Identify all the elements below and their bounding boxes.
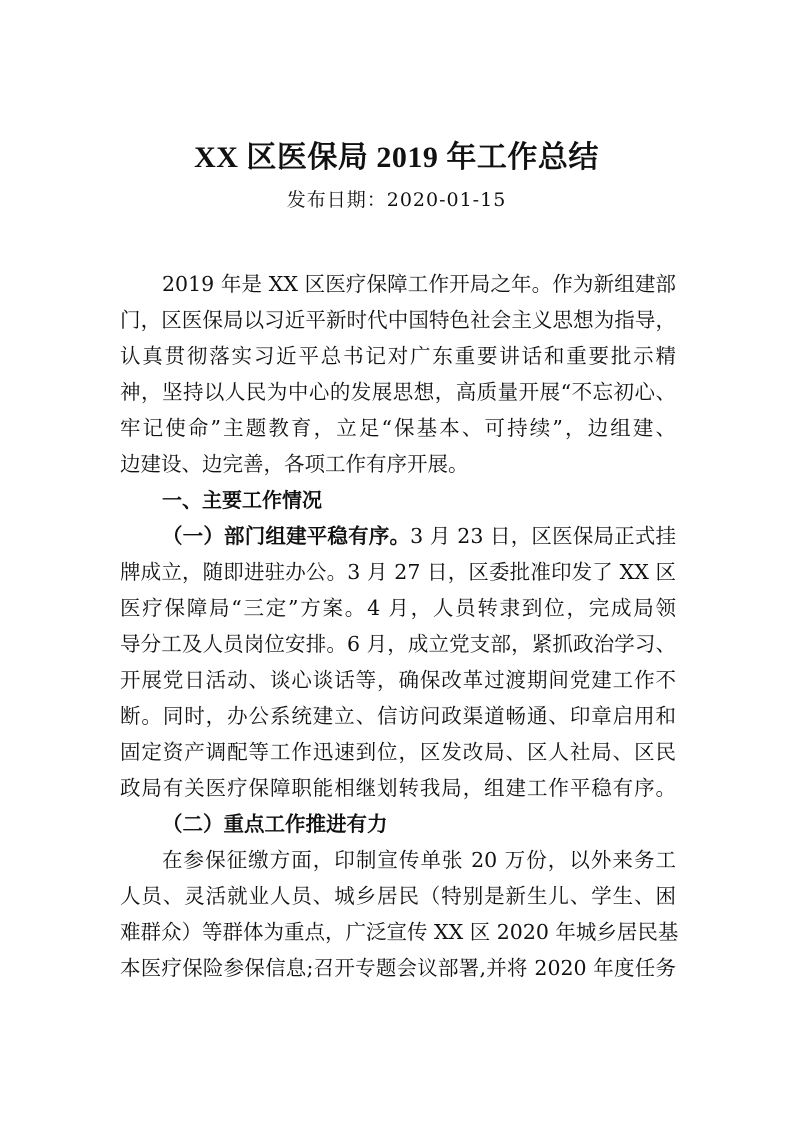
text-line: 难群众）等群体为重点，广泛宣传 XX 区 2020 年城乡居民基 bbox=[120, 920, 679, 944]
text-line: 断。同时，办公系统建立、信访问政渠道畅通、印章启用和 bbox=[120, 704, 676, 728]
text-line: 医疗保障局“三定”方案。4 月，人员转隶到位，完成局领 bbox=[120, 596, 676, 620]
text-line bbox=[120, 518, 676, 554]
subsection-1 bbox=[120, 518, 676, 806]
document-body bbox=[120, 266, 679, 986]
text-run: 3 月 23 日，区医保局正式挂 bbox=[410, 524, 676, 548]
text-line: 在参保征缴方面，印制宣传单张 20 万份，以外来务工 bbox=[162, 848, 676, 872]
publish-date-label: 发布日期： bbox=[286, 189, 387, 211]
text-line: 牢记使命”主题教育，立足“保基本、可持续”，边组建、 bbox=[120, 416, 676, 440]
text-line: 政局有关医疗保障职能相继划转我局，组建工作平稳有序。 bbox=[120, 776, 676, 800]
text-line: 2019 年是 XX 区医疗保障工作开局之年。作为新组建部 bbox=[162, 272, 676, 296]
text-line: 固定资产调配等工作迅速到位，区发改局、区人社局、区民 bbox=[120, 740, 676, 764]
subsection-heading: （二）重点工作推进有力 bbox=[162, 812, 388, 836]
text-line: 门，区医保局以习近平新时代中国特色社会主义思想为指导， bbox=[120, 308, 676, 332]
publish-date bbox=[0, 186, 793, 214]
text-line: 导分工及人员岗位安排。6 月，成立党支部，紧抓政治学习、 bbox=[120, 632, 676, 656]
text-line: 开展党日活动、谈心谈话等，确保改革过渡期间党建工作不 bbox=[120, 668, 676, 692]
subsection-2 bbox=[120, 806, 679, 986]
text-line: 本医疗保险参保信息;召开专题会议部署,并将 2020 年度任务 bbox=[120, 956, 676, 980]
text-line: 边建设、边完善，各项工作有序开展。 bbox=[120, 452, 469, 476]
text-line: 神，坚持以人民为中心的发展思想，高质量开展“不忘初心、 bbox=[120, 380, 676, 404]
text-line: 人员、灵活就业人员、城乡居民（特别是新生儿、学生、困 bbox=[120, 884, 676, 908]
subsection-heading: （一）部门组建平稳有序。 bbox=[162, 524, 411, 548]
document-title: XX 区医保局 2019 年工作总结 bbox=[194, 141, 599, 174]
publish-date-value: 2020-01-15 bbox=[386, 189, 507, 211]
text-line: 牌成立，随即进驻办公。3 月 27 日，区委批准印发了 XX 区 bbox=[120, 560, 676, 584]
intro-paragraph bbox=[120, 266, 676, 482]
text-line: 认真贯彻落实习近平总书记对广东重要讲话和重要批示精 bbox=[120, 344, 676, 368]
section-heading: 一、主要工作情况 bbox=[162, 488, 322, 512]
